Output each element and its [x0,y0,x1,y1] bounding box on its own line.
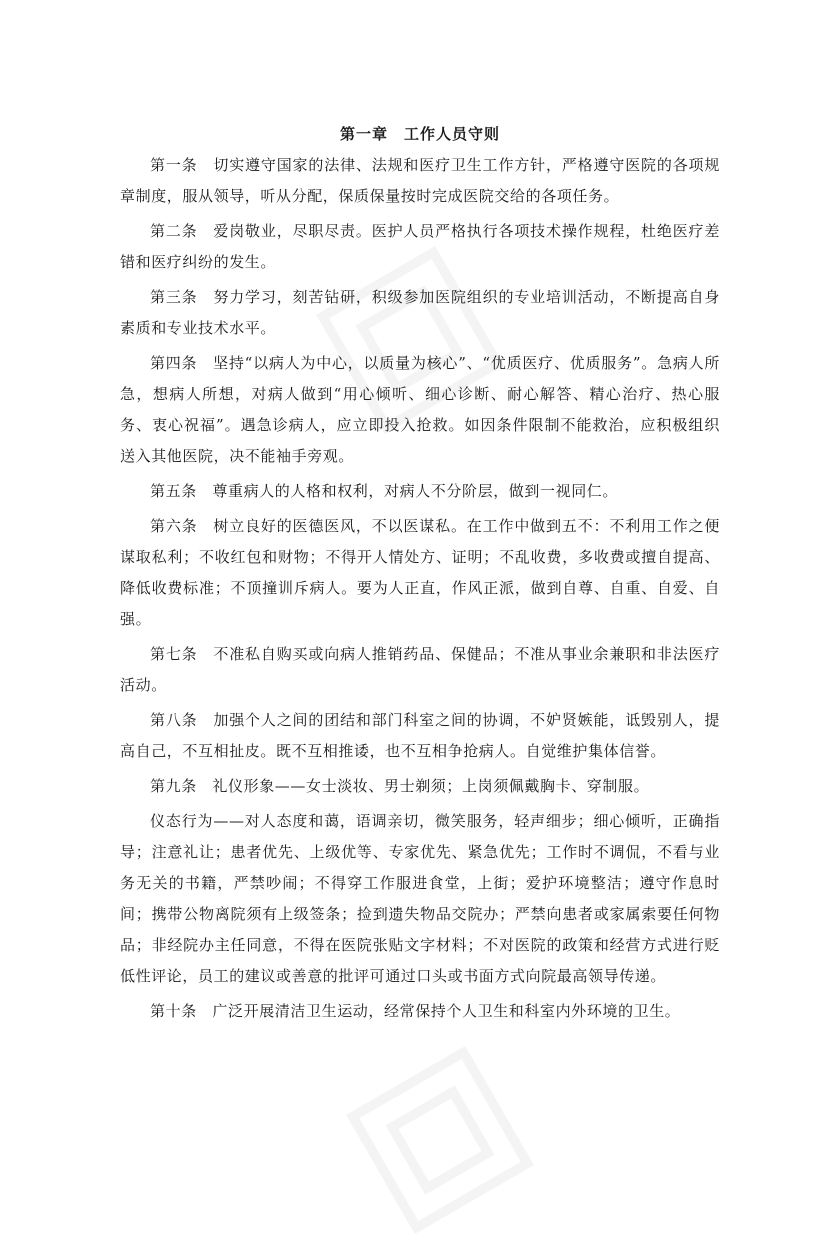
article-9-conduct: 仪态行为——对人态度和蔼，语调亲切，微笑服务，轻声细步；细心倾听，正确指导；注意礼让；患者优先、上级优等、专家优先、紧急优先；工作时不调侃，不看与业务无关的书籍，严禁吵闹；不得穿工作服进食堂，上街；爱护环境整洁；遵守作息时间；携带公物离院须有上级签条；捡到遗失物品交院办；严禁向患者或家属索要任何物品；非经院办主任同意，不得在医院张贴文字材料；不对医院的政策和经营方式进行贬低性评论，员工的建议或善意的批评可通过口头或书面方式向院最高领导传递。 [120,812,720,985]
article-9: 第九条 礼仪形象——女士淡妆、男士剃须；上岗须佩戴胸卡、穿制服。 [150,777,650,795]
article-7: 第七条 不准私自购买或向病人推销药品、保健品；不准从事业余兼职和非法医疗活动。 [120,645,720,694]
article-3: 第三条 努力学习，刻苦钻研，积级参加医院组织的专业培训活动，不断提高自身素质和专业技术水平。 [120,288,720,337]
watermark-icon [331,1031,550,1249]
article-4: 第四条 坚持“以病人为中心，以质量为核心”、“优质医疗、优质服务”。急病人所急，想病人所想，对病人做到“用心倾听、细心诊断、耐心解答、精心治疗、热心服务、衷心祝福”。遇急诊病人，应立即投入抢救。如因条件限制不能救治，应积极组织送入其他医院，决不能袖手旁观。 [120,354,720,465]
chapter-title: 第一章 工作人员守则 [339,125,500,143]
article-8: 第八条 加强个人之间的团结和部门科室之间的协调，不妒贤嫉能，诋毁别人，提高自己，不互相扯皮。既不互相推诿，也不互相争抢病人。自觉维护集体信誉。 [120,711,720,760]
article-6: 第六条 树立良好的医德医风，不以医谋私。在工作中做到五不：不利用工作之便谋取私利；不收红包和财物；不得开人情处方、证明；不乱收费，多收费或擅自提高、降低收费标准；不顶撞训斥病人。要为人正直，作风正派，做到自尊、自重、自爱、自强。 [120,517,720,628]
article-2: 第二条 爱岗敬业，尽职尽责。医护人员严格执行各项技术操作规程，杜绝医疗差错和医疗纠纷的发生。 [120,222,720,271]
article-5: 第五条 尊重病人的人格和权利，对病人不分阶层，做到一视同仁。 [150,482,619,500]
document-body [120,118,720,1027]
article-1: 第一条 切实遵守国家的法律、法规和医疗卫生工作方针，严格遵守医院的各项规章制度，服从领导，听从分配，保质保量按时完成医院交给的各项任务。 [120,156,720,205]
article-10: 第十条 广泛开展清洁卫生运动，经常保持个人卫生和科室内外环境的卫生。 [150,1002,681,1020]
